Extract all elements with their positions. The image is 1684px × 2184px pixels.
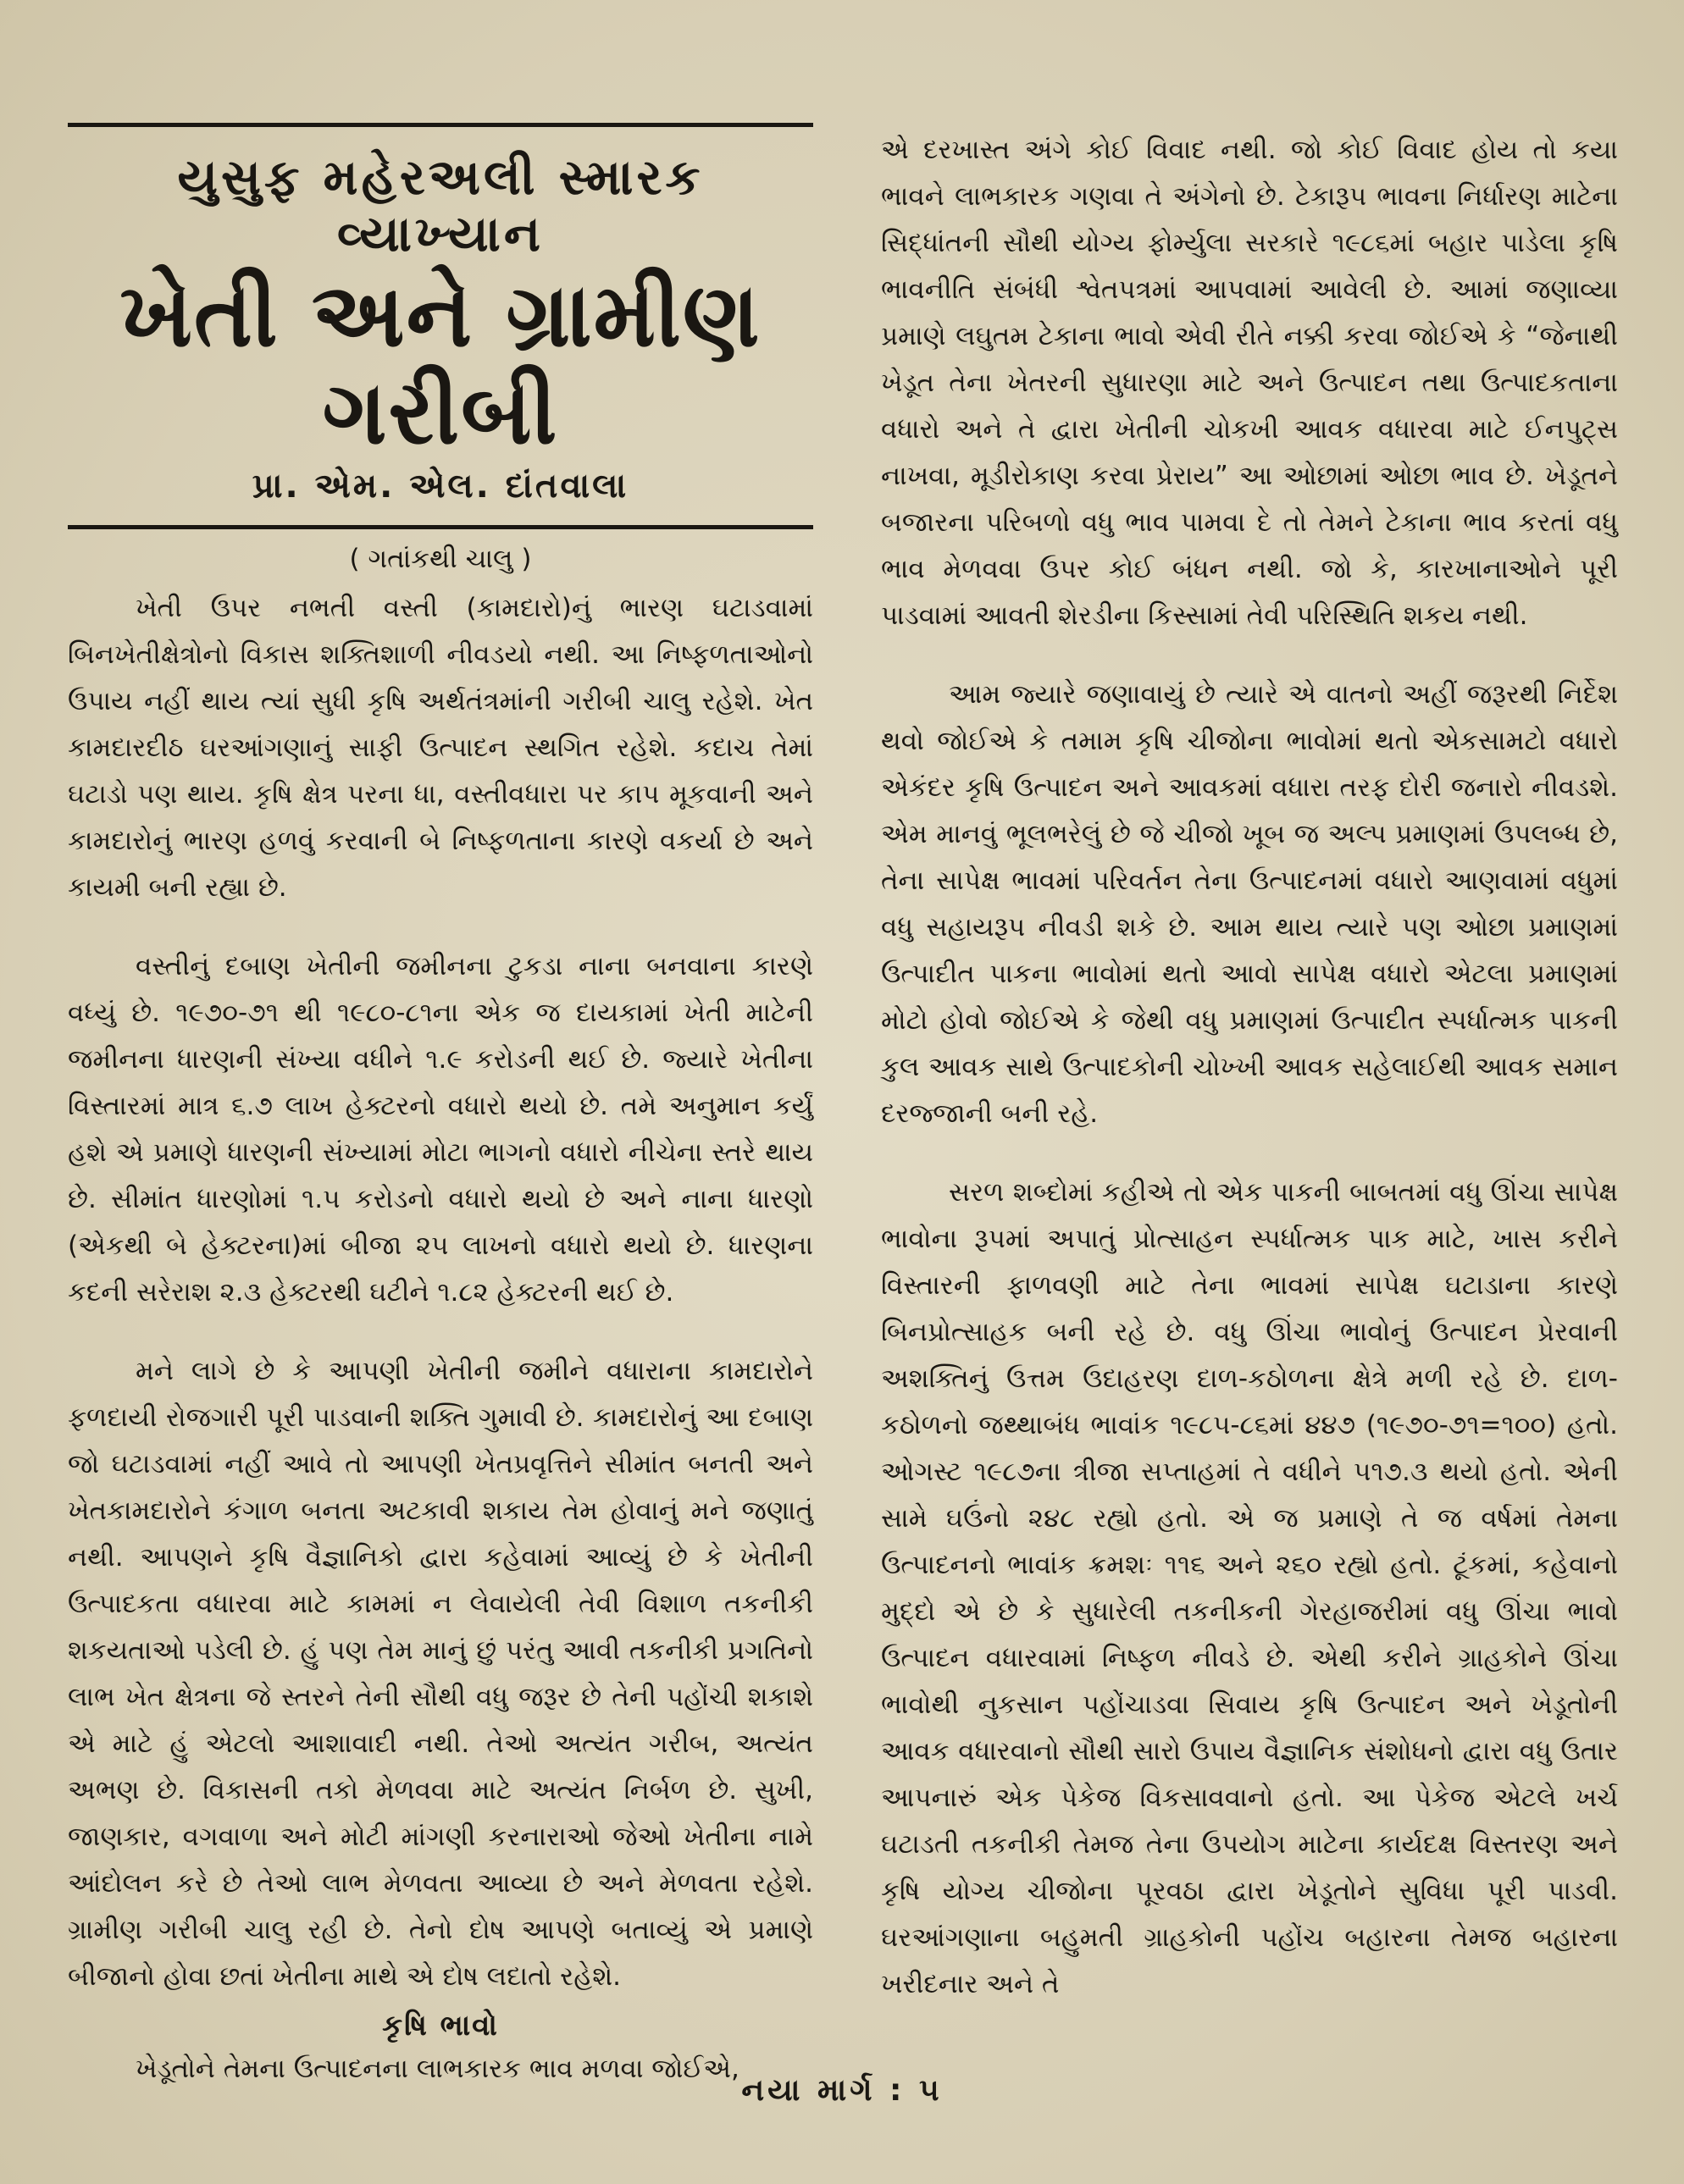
author-byline: પ્રા. એમ. એલ. દાંતવાલા bbox=[252, 467, 629, 506]
section-subheading: કૃષિ ભાવો bbox=[382, 2008, 499, 2043]
right-column bbox=[881, 127, 1618, 2013]
paragraph: વસ્તીનું દબાણ ખેતીની જમીનના ટુકડા નાના બનવાના કારણે વધ્યું છે. ૧૯૭૦-૭૧ થી ૧૯૮૦-૮૧ના એક જ દાયકામાં ખેતી માટેની જમીનના ધારણની સંખ્યા વધીને ૧.૯ કરોડની થઈ છે. જ્યારે ખેતીના વિસ્તારમાં માત્ર ૬.૭ લાખ હેક્ટરનો વધારો થયો છે. તમે અનુમાન કર્યું હશે એ પ્રમાણે ધારણની સંખ્યામાં મોટા ભાગનો વધારો નીચેના સ્તરે થાય છે. સીમાંત ધારણોમાં ૧.૫ કરોડનો વધારો થયો છે અને નાના ધારણો (એકથી બે હેક્ટરના)માં બીજા ૨૫ લાખનો વધારો થયો છે. ધારણના કદની સરેરાશ ૨.૩ હેક્ટરથી ઘટીને ૧.૮૨ હેક્ટરની થઈ છે. bbox=[68, 950, 813, 1308]
paragraph: મને લાગે છે કે આપણી ખેતીની જમીને વધારાના કામદારોને ફળદાયી રોજગારી પૂરી પાડવાની શક્તિ ગુમાવી છે. કામદારોનું આ દબાણ જો ઘટાડવામાં નહીં આવે તો આપણી ખેતપ્રવૃત્તિને સીમાંત બનતી અને ખેતકામદારોને કંગાળ બનતા અટકાવી શકાય તેમ હોવાનું મને જણાતું નથી. આપણને કૃષિ વૈજ્ઞાનિકો દ્વારા કહેવામાં આવ્યું છે કે ખેતીની ઉત્પાદકતા વધારવા માટે કામમાં ન લેવાયેલી તેવી વિશાળ તકનીકી શકયતાઓ પડેલી છે. હું પણ તેમ માનું છું પરંતુ આવી તકનીકી પ્રગતિનો લાભ ખેત ક્ષેત્રના જે સ્તરને તેની સૌથી વધુ જરૂર છે તેની પહોંચી શકાશે એ માટે હું એટલો આશાવાદી નથી. તેઓ અત્યંત ગરીબ, અત્યંત અભણ છે. વિકાસની તકો મેળવવા માટે અત્યંત નિર્બળ છે. સુખી, જાણકાર, વગવાળા અને મોટી માંગણી કરનારાઓ જેઓ ખેતીના નામે આંદોલન કરે છે તેઓ લાભ મેળવતા આવ્યા છે અને મેળવતા રહેશે. ગ્રામીણ ગરીબી ચાલુ રહી છે. તેનો દોષ આપણે બતાવ્યું એ પ્રમાણે બીજાનો હોવા છતાં ખેતીના માથે એ દોષ લદાતો રહેશે. bbox=[68, 1355, 813, 1992]
page-footer: નયા માર્ગ : ૫ bbox=[741, 2073, 943, 2108]
paragraph: આમ જ્યારે જણાવાયું છે ત્યારે એ વાતનો અહીં જરૂરથી નિર્દેશ થવો જોઈએ કે તમામ કૃષિ ચીજોના ભાવોમાં થતો એકસામટો વધારો એકંદર કૃષિ ઉત્પાદન અને આવકમાં વધારા તરફ દોરી જનારો નીવડશે. એમ માનવું ભૂલભરેલું છે જે ચીજો ખૂબ જ અલ્પ પ્રમાણમાં ઉપલબ્ધ છે, તેના સાપેક્ષ ભાવમાં પરિવર્તન તેના ઉત્પાદનમાં વધારો આણવામાં વધુમાં વધુ સહાયરૂપ નીવડી શકે છે. આમ થાય ત્યારે પણ ઓછા પ્રમાણમાં ઉત્પાદીત પાકના ભાવોમાં થતો આવો સાપેક્ષ વધારો એટલા પ્રમાણમાં મોટો હોવો જોઈએ કે જેથી વધુ પ્રમાણમાં ઉત્પાદીત સ્પર્ધાત્મક પાકની કુલ આવક સાથે ઉત્પાદકોની ચોખ્ખી આવક સહેલાઈથી આવક સમાન દરજ્જાની બની રહે. bbox=[881, 679, 1618, 1129]
paragraph: એ દરખાસ્ત અંગે કોઈ વિવાદ નથી. જો કોઈ વિવાદ હોય તો કયા ભાવને લાભકારક ગણવા તે અંગેનો છે. ટેકારૂપ ભાવના નિર્ધારણ માટેના સિદ્ધાંતની સૌથી યોગ્ય ફોર્મ્યુલા સરકારે ૧૯૮૬માં બહાર પાડેલા કૃષિ ભાવનીતિ સંબંધી શ્વેતપત્રમાં આપવામાં આવેલી છે. આમાં જણાવ્યા પ્રમાણે લઘુતમ ટેકાના ભાવો એવી રીતે નક્કી કરવા જોઈએ કે “જેનાથી ખેડૂત તેના ખેતરની સુધારણા માટે અને ઉત્પાદન તથા ઉત્પાદકતાના વધારો અને તે દ્વારા ખેતીની ચોકખી આવક વધારવા માટે ઈનપુટ્સ નાખવા, મૂડીરોકાણ કરવા પ્રેરાય” આ ઓછામાં ઓછા ભાવ છે. ખેડૂતને બજારના પરિબળો વધુ ભાવ પામવા દે તો તેમને ટેકાના ભાવ કરતાં વધુ ભાવ મેળવવા ઉપર કોઈ બંધન નથી. જો કે, કારખાનાઓને પૂરી પાડવામાં આવતી શેરડીના કિસ્સામાં તેવી પરિસ્થિતિ શકય નથી. bbox=[881, 135, 1618, 631]
article-header bbox=[68, 127, 813, 525]
paragraph: સરળ શબ્દોમાં કહીએ તો એક પાકની બાબતમાં વધુ ઊંચા સાપેક્ષ ભાવોના રૂપમાં અપાતું પ્રોત્સાહન સ્પર્ધાત્મક પાક માટે, ખાસ કરીને વિસ્તારની ફાળવણી માટે તેના ભાવમાં સાપેક્ષ ઘટાડાના કારણે બિનપ્રોત્સાહક બની રહે છે. વધુ ઊંચા ભાવોનું ઉત્પાદન પ્રેરવાની અશક્તિનું ઉત્તમ ઉદાહરણ દાળ-કઠોળના ક્ષેત્રે મળી રહે છે. દાળ-કઠોળનો જથ્થાબંધ ભાવાંક ૧૯૮૫-૮૬માં ૪૪૭ (૧૯૭૦-૭૧=૧૦૦) હતો. ઓગસ્ટ ૧૯૮૭ના ત્રીજા સપ્તાહમાં તે વધીને ૫૧૭.૩ થયો હતો. એની સામે ઘઉંનો ૨૪૮ રહ્યો હતો. એ જ પ્રમાણે તે જ વર્ષમાં તેમના ઉત્પાદનનો ભાવાંક ક્રમશઃ ૧૧૬ અને ૨૬૦ રહ્યો હતો. ટૂંકમાં, કહેવાનો મુદ્દો એ છે કે સુધારેલી તકનીકની ગેરહાજરીમાં વધુ ઊંચા ભાવો ઉત્પાદન વધારવામાં નિષ્ફળ નીવડે છે. એથી કરીને ગ્રાહકોને ઊંચા ભાવોથી નુકસાન પહોંચાડવા સિવાય કૃષિ ઉત્પાદન અને ખેડૂતોની આવક વધારવાનો સૌથી સારો ઉપાય વૈજ્ઞાનિક સંશોધનો દ્વારા વધુ ઉતાર આપનારું એક પેકેજ વિકસાવવાનો હતો. આ પેકેજ એટલે ખર્ચ ઘટાડતી તકનીકી તેમજ તેના ઉપયોગ માટેના કાર્યદક્ષ વિસ્તરણ અને કૃષિ યોગ્ય ચીજોના પૂરવઠા દ્વારા ખેડૂતોને સુવિધા પૂરી પાડવી. ઘરઆંગણાના બહુમતી ગ્રાહકોની પહોંચ બહારના તેમજ બહારના ખરીદનાર અને તે bbox=[881, 1177, 1618, 1999]
series-title: યુસુફ મહેરઅલી સ્મારક વ્યાખ્યાન bbox=[177, 148, 704, 263]
header-bottom-rule bbox=[68, 525, 813, 529]
article-title: ખેતી અને ગ્રામીણ ગરીબી bbox=[119, 263, 762, 464]
continued-note: ( ગતાંકથી ચાલુ ) bbox=[349, 544, 532, 575]
paragraph: ખેતી ઉપર નભતી વસ્તી (કામદારો)નું ભારણ ઘટાડવામાં બિનખેતીક્ષેત્રોનો વિકાસ શક્તિશાળી નીવડયો નથી. આ નિષ્ફળતાઓનો ઉપાય નહીં થાય ત્યાં સુધી કૃષિ અર્થતંત્રમાંની ગરીબી ચાલુ રહેશે. ખેત કામદારદીઠ ઘરઆંગણાનું સાફી ઉત્પાદન સ્થગિત રહેશે. કદાચ તેમાં ઘટાડો પણ થાય. કૃષિ ક્ષેત્ર પરના ધા, વસ્તીવધારા પર કાપ મૂકવાની અને કામદારોનું ભારણ હળવું કરવાની બે નિષ્ફળતાના કારણે વકર્યા છે અને કાયમી બની રહ્યા છે. bbox=[68, 592, 813, 903]
paragraph: ખેડૂતોને તેમના ઉત્પાદનના લાભકારક ભાવ મળવા જોઈએ, bbox=[136, 2053, 740, 2084]
left-column bbox=[68, 123, 813, 2098]
